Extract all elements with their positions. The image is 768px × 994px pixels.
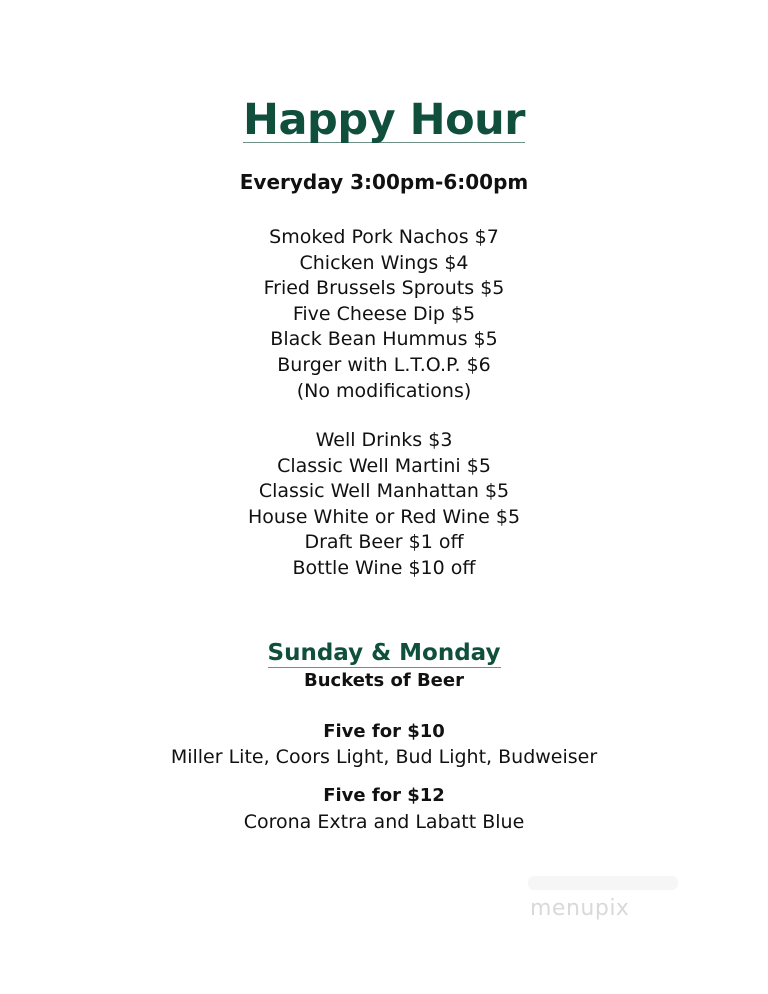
food-item: Fried Brussels Sprouts $5 [263,277,505,300]
food-item: Burger with L.T.O.P. $6 [277,353,491,376]
food-list [0,225,768,404]
food-item: Chicken Wings $4 [299,251,469,274]
drink-item: Bottle Wine $10 off [292,556,476,579]
food-item: Five Cheese Dip $5 [292,302,476,325]
food-item: Smoked Pork Nachos $7 [269,226,499,248]
watermark-logo: menupix [530,896,630,921]
special-section-title-text: Sunday & Monday [267,640,501,666]
drink-item: Well Drinks $3 [315,429,453,451]
deal-items: Corona Extra and Labatt Blue [243,811,525,833]
special-subtitle: Buckets of Beer [304,670,464,691]
drink-item: Classic Well Manhattan $5 [258,480,510,503]
page-title [0,92,768,148]
food-item: Black Bean Hummus $5 [270,328,498,351]
deal-title: Five for $12 [323,785,445,806]
happy-hour-schedule: Everyday 3:00pm-6:00pm [239,170,529,194]
drink-item: Draft Beer $1 off [304,531,464,554]
special-section-title [0,636,768,670]
food-item-note: (No modifications) [296,379,472,402]
page-title-text: Happy Hour [243,95,525,145]
drink-list [0,428,768,582]
deal-title: Five for $10 [323,721,445,742]
drink-item: House White or Red Wine $5 [247,505,521,528]
drink-item: Classic Well Martini $5 [277,454,491,477]
deal-items: Miller Lite, Coors Light, Bud Light, Budweiser [170,746,598,768]
watermark-smudge [528,876,678,890]
